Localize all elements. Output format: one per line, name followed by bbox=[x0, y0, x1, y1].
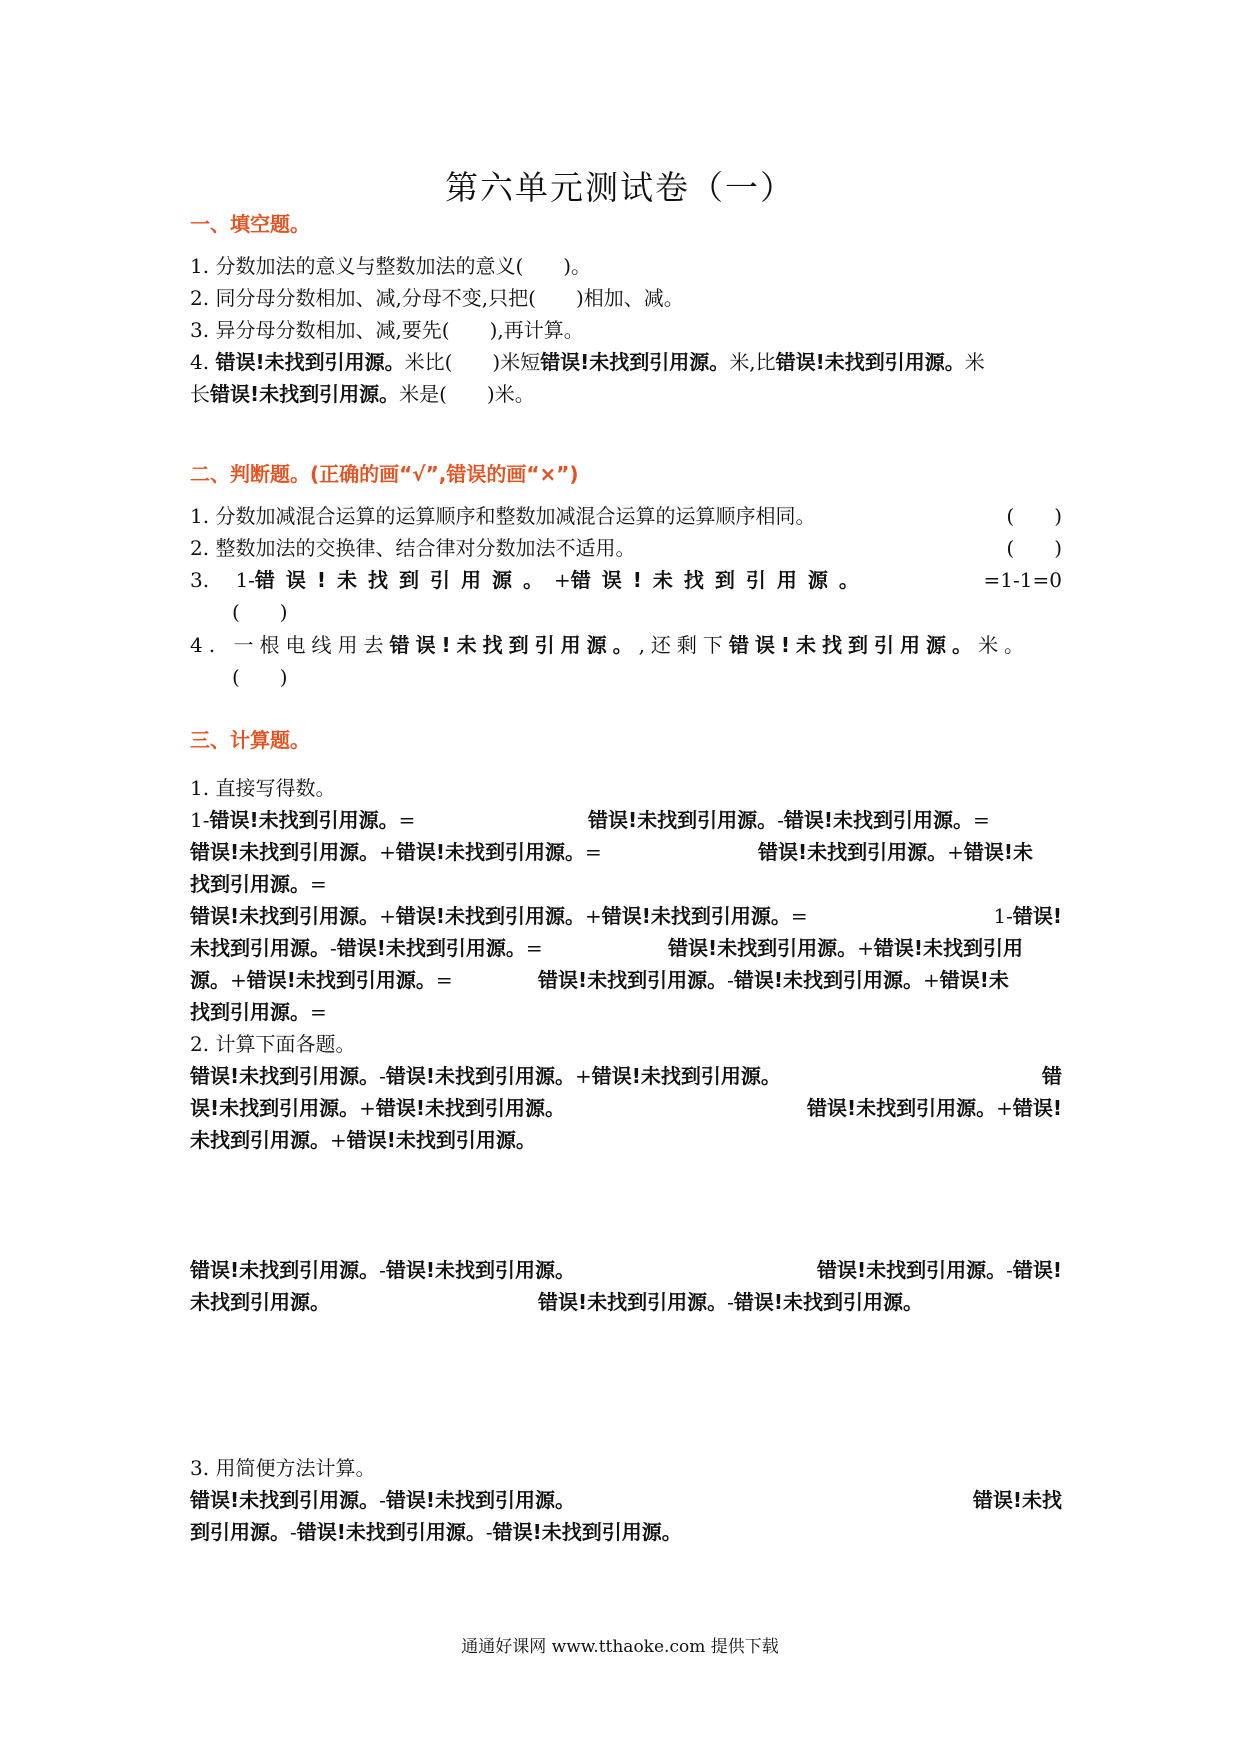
error-ref: 错误!未找到引用源。 bbox=[209, 808, 399, 832]
error-ref: 错误!未找到引用源。 bbox=[215, 350, 405, 374]
calc-q1-line2: 错误!未找到引用源。+错误!未找到引用源。= 错误!未找到引用源。+错误!未 bbox=[190, 840, 1034, 864]
fill-q1: 1. 分数加法的意义与整数加法的意义( )。 bbox=[190, 254, 592, 278]
error-ref: 错误!未找到引用源。 bbox=[254, 568, 555, 592]
calc-q2-line4: 错误!未找到引用源。-错误!未找到引用源。 错误!未找到引用源。-错误! bbox=[190, 1258, 1062, 1282]
calc-q1-line4: 错误!未找到引用源。+错误!未找到引用源。+错误!未找到引用源。= 1-错误! bbox=[190, 904, 1062, 928]
calc-q1-line6: 源。+错误!未找到引用源。= 错误!未找到引用源。-错误!未找到引用源。+错误!未 bbox=[190, 968, 1009, 992]
answer-paren: ( ) bbox=[1006, 536, 1062, 560]
fill-q3: 3. 异分母分数相加、减,要先( ),再计算。 bbox=[190, 318, 584, 342]
calc-q1-line3: 找到引用源。= bbox=[190, 872, 327, 896]
error-ref: 错误!未找到引用源。 bbox=[210, 382, 400, 406]
answer-paren: ( ) bbox=[1006, 504, 1062, 528]
error-ref: 错误!未找到引用源。 bbox=[728, 633, 979, 657]
calc-q3-heading: 3. 用简便方法计算。 bbox=[190, 1456, 376, 1480]
error-ref: 错误!未找到引用源。 bbox=[540, 350, 730, 374]
judge-q3: 3. 1-错误!未找到引用源。+错误!未找到引用源。 =1-1=0 bbox=[190, 568, 1062, 592]
calc-q2-heading: 2. 计算下面各题。 bbox=[190, 1032, 356, 1056]
judge-q1: 1. 分数加减混合运算的运算顺序和整数加减混合运算的运算顺序相同。 ( ) bbox=[190, 500, 1062, 532]
judge-q2: 2. 整数加法的交换律、结合律对分数加法不适用。 ( ) bbox=[190, 532, 1062, 564]
calc-q2-line1: 错误!未找到引用源。-错误!未找到引用源。+错误!未找到引用源。 错 bbox=[190, 1064, 1062, 1088]
calc-q2-line5: 未找到引用源。 错误!未找到引用源。-错误!未找到引用源。 bbox=[190, 1290, 924, 1314]
calc-q3-line2: 到引用源。-错误!未找到引用源。-错误!未找到引用源。 bbox=[190, 1520, 682, 1544]
calc-q1-heading: 1. 直接写得数。 bbox=[190, 776, 336, 800]
section-calculation: 三、计算题。 bbox=[190, 728, 310, 752]
calc-q2-line2: 误!未找到引用源。+错误!未找到引用源。 错误!未找到引用源。+错误! bbox=[190, 1096, 1062, 1120]
page-title: 第六单元测试卷（一） bbox=[445, 168, 795, 207]
error-ref: 错误!未找到引用源。 bbox=[570, 568, 870, 592]
calc-q3-line1: 错误!未找到引用源。-错误!未找到引用源。 错误!未找 bbox=[190, 1488, 1062, 1512]
calc-q1-line5: 未找到引用源。-错误!未找到引用源。= 错误!未找到引用源。+错误!未找到引用 bbox=[190, 936, 1024, 960]
fill-q4-line1: 4. 错误!未找到引用源。米比( )米短错误!未找到引用源。米,比错误!未找到引用源。米 bbox=[190, 350, 985, 374]
section-fill-blank: 一、填空题。 bbox=[190, 212, 310, 236]
fill-q2: 2. 同分母分数相加、减,分母不变,只把( )相加、减。 bbox=[190, 286, 684, 310]
fill-q4-line2: 长错误!未找到引用源。米是( )米。 bbox=[190, 382, 535, 406]
judge-q4-paren: ( ) bbox=[232, 665, 288, 689]
error-ref: 错误!未找到引用源。 bbox=[389, 633, 639, 657]
error-ref: 错误!未找到引用源。 bbox=[775, 350, 965, 374]
calc-q2-line3: 未找到引用源。+错误!未找到引用源。 bbox=[190, 1128, 536, 1152]
judge-q4: 4. 一根电线用去错误!未找到引用源。,还剩下错误!未找到引用源。米。 bbox=[190, 633, 1031, 657]
judge-q3-paren: ( ) bbox=[232, 600, 288, 624]
section-true-false: 二、判断题。(正确的画“√”,错误的画“×”) bbox=[190, 462, 579, 486]
page-footer: 通通好课网 www.tthaoke.com 提供下载 bbox=[461, 1637, 779, 1657]
calc-q1-line1: 1-错误!未找到引用源。= 错误!未找到引用源。-错误!未找到引用源。= bbox=[190, 808, 990, 832]
calc-q1-line7: 找到引用源。= bbox=[190, 1000, 327, 1024]
